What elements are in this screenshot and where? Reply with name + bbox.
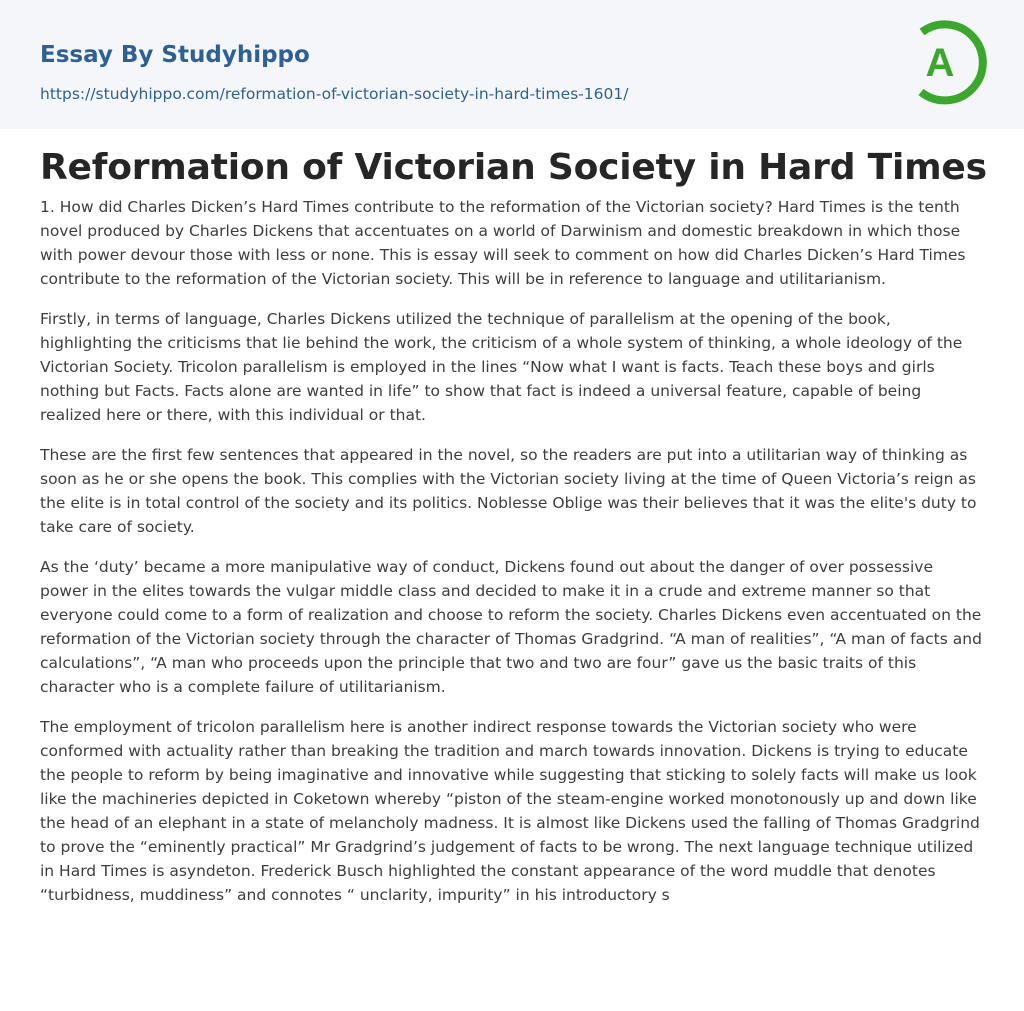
essay-paragraph: Firstly, in terms of language, Charles Dickens utilized the technique of parallelism at the opening of the book, highlighting the criticisms that lie behind the work, the criticism of a whole system of thinking, a whole ideology of the Victorian Society. Tricolon parallelism is employed in the lines “Now what I want is facts. Teach these boys and girls nothing but Facts. Facts alone are wanted in life” to show that fact is indeed a universal feature, capable of being realized here or there, with this individual or that. bbox=[40, 310, 963, 424]
site-brand[interactable]: Essay By Studyhippo bbox=[40, 42, 310, 68]
studyhippo-logo-icon[interactable] bbox=[909, 18, 989, 106]
essay-paragraph: These are the first few sentences that appeared in the novel, so the readers are put into a utilitarian way of thinking as soon as he or she opens the book. This complies with the Victorian society living at the time of Queen Victoria’s reign as the elite is in total control of the society and its politics. Noblesse Oblige was their believes that it was the elite's duty to take care of society. bbox=[40, 446, 977, 536]
essay-paragraph: As the ‘duty’ became a more manipulative way of conduct, Dickens found out about the danger of over possessive power in the elites towards the vulgar middle class and decided to make it in a crude and extreme manner so that everyone could come to a form of realization and choose to reform the society. Charles Dickens even accentuated on the reformation of the Victorian society through the character of Thomas Gradgrind. “A man of realities”, “A man of facts and calculations”, “A man who proceeds upon the principle that two and two are four” gave us the basic traits of this character who is a complete failure of utilitarianism. bbox=[40, 558, 982, 696]
essay-content bbox=[40, 146, 987, 923]
source-url-link[interactable]: https://studyhippo.com/reformation-of-victorian-society-in-hard-times-1601/ bbox=[40, 85, 629, 103]
essay-paragraph: 1. How did Charles Dicken’s Hard Times contribute to the reformation of the Victorian society? Hard Times is the tenth novel produced by Charles Dickens that accentuates on a world of Darwinism and domestic breakdown in which those with power devour those with less or none. This is essay will seek to comment on how did Charles Dicken’s Hard Times contribute to the reformation of the Victorian society. This will be in reference to language and utilitarianism. bbox=[40, 198, 966, 288]
logo-letter: A bbox=[925, 41, 955, 85]
page-header bbox=[0, 0, 1024, 129]
essay-title: Reformation of Victorian Society in Hard Times bbox=[40, 147, 987, 188]
essay-paragraph: The employment of tricolon parallelism here is another indirect response towards the Victorian society who were conformed with actuality rather than breaking the tradition and march towards innovation. Dickens is trying to educate the people to reform by being imaginative and innovative while suggesting that sticking to solely facts will make us look like the machineries depicted in Coketown whereby “piston of the steam-engine worked monotonously up and down like the head of an elephant in a state of melancholy madness. It is almost like Dickens used the falling of Thomas Gradgrind to prove the “eminently practical” Mr Gradgrind’s judgement of facts to be wrong. The next language technique utilized in Hard Times is asyndeton. Frederick Busch highlighted the constant appearance of the word muddle that denotes “turbidness, muddiness” and connotes “ unclarity, impurity” in his introductory s bbox=[40, 718, 980, 904]
